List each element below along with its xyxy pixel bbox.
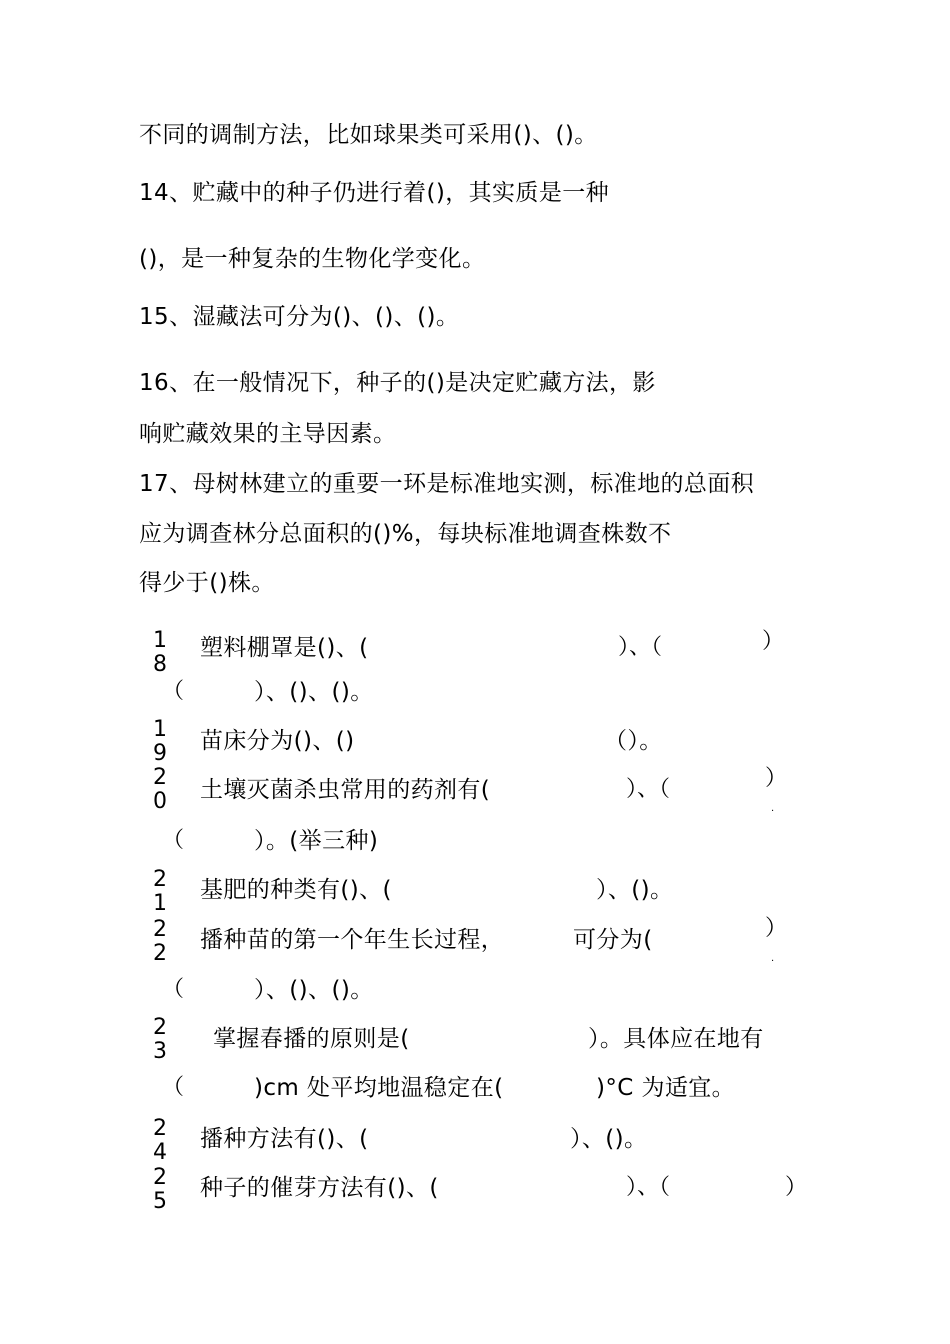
blank-bracket: ）、（ — [626, 777, 671, 802]
text-line: ）。(举三种) — [254, 828, 379, 854]
blank-bracket: ） — [765, 766, 788, 791]
text-line: ）、()、()。 — [254, 977, 374, 1003]
question-number: 21 — [153, 867, 167, 916]
text-line: （）。 — [604, 728, 663, 754]
question-21: 基肥的种类有()、( — [200, 877, 392, 903]
question-25: 种子的催芽方法有()、( — [200, 1175, 439, 1201]
question-14: 14、贮藏中的种子仍进行着()，其实质是一种 — [139, 180, 610, 206]
question-16: 16、在一般情况下，种子的()是决定贮藏方法，影 — [139, 370, 656, 396]
text-line: ）。具体应在地有 — [588, 1026, 764, 1052]
text-line: ）、()、()。 — [254, 679, 374, 705]
blank-bracket: （ — [162, 1075, 185, 1100]
blank-bracket: （ — [162, 828, 185, 853]
question-18: 塑料棚罩是()、( — [200, 635, 369, 661]
question-number: 24 — [153, 1116, 167, 1165]
question-number: 25 — [153, 1165, 167, 1214]
text-line: ）、()。 — [570, 1126, 648, 1152]
question-24: 播种方法有()、( — [200, 1126, 369, 1152]
text-line: 得少于()株。 — [139, 570, 275, 596]
text-line: 不同的调制方法，比如球果类可采用()、()。 — [139, 122, 598, 148]
question-22: 播种苗的第一个年生长过程， — [200, 927, 505, 953]
blank-bracket: ） — [762, 629, 785, 654]
dot-mark: · — [771, 806, 775, 817]
text-line: ()，是一种复杂的生物化学变化。 — [139, 246, 486, 272]
blank-bracket: （ — [162, 977, 185, 1002]
question-number: 20 — [153, 765, 167, 814]
text-line: )°C 为适宜。 — [596, 1075, 736, 1101]
blank-bracket: ） — [785, 1175, 808, 1200]
blank-bracket: ）、（ — [618, 635, 663, 660]
blank-bracket: ） — [765, 916, 788, 941]
question-number: 22 — [153, 917, 167, 966]
text-line: 应为调查林分总面积的()%，每块标准地调查株数不 — [139, 521, 672, 547]
dot-mark: · — [771, 956, 775, 967]
question-19: 苗床分为()、() — [200, 728, 355, 754]
question-number: 23 — [153, 1015, 167, 1064]
question-number: 19 — [153, 717, 167, 766]
text-line: 可分为( — [573, 927, 653, 953]
question-23: 掌握春播的原则是( — [213, 1026, 410, 1052]
blank-bracket: （ — [162, 679, 185, 704]
text-line: ）、()。 — [596, 877, 674, 903]
text-line: )cm 处平均地温稳定在( — [254, 1075, 504, 1101]
question-20: 土壤灭菌杀虫常用的药剂有( — [200, 777, 491, 803]
text-line: 响贮藏效果的主导因素。 — [139, 421, 397, 447]
question-number: 18 — [153, 628, 167, 677]
blank-bracket: ）、（ — [626, 1175, 671, 1200]
question-15: 15、湿藏法可分为()、()、()。 — [139, 304, 460, 330]
question-17: 17、母树林建立的重要一环是标准地实测，标准地的总面积 — [139, 471, 755, 497]
